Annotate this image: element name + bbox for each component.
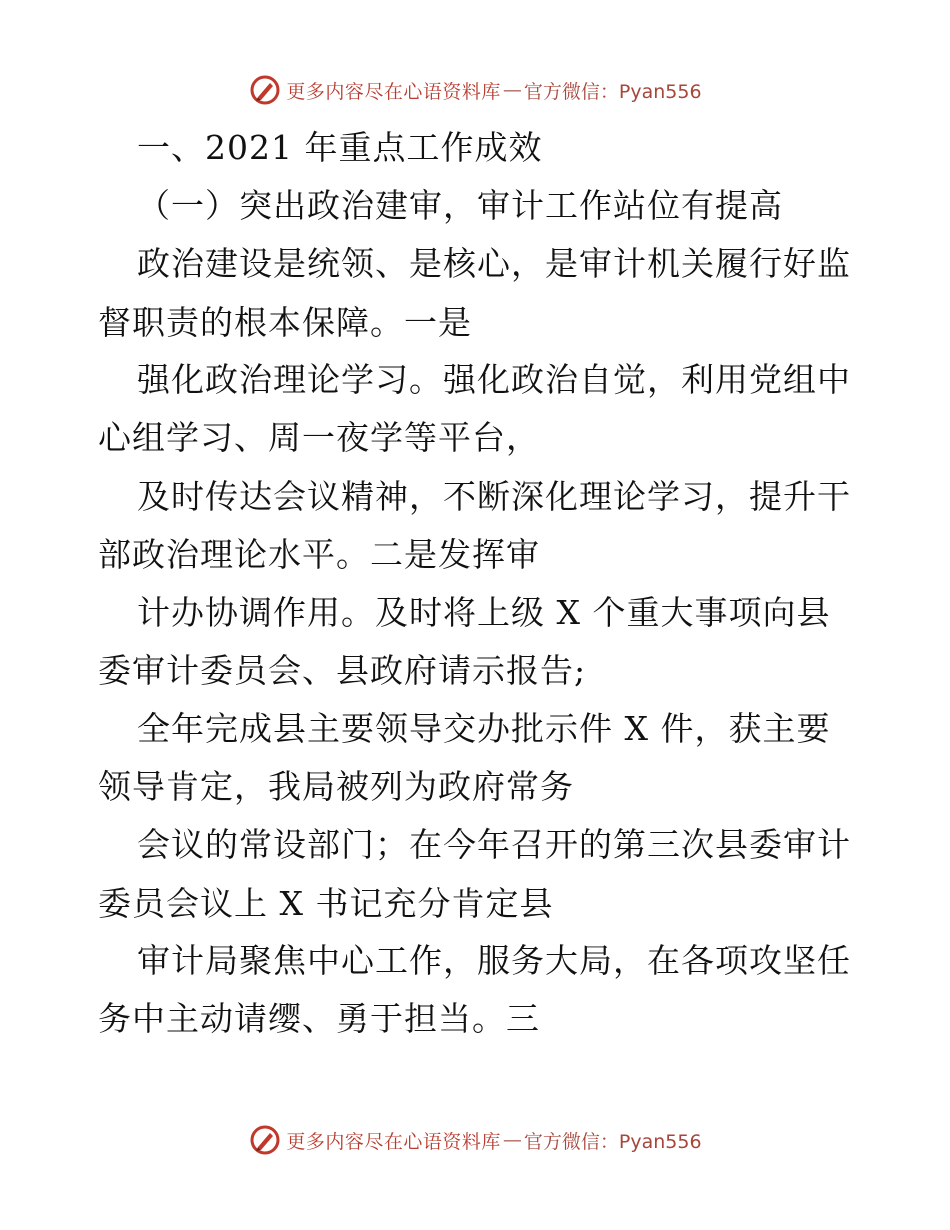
footer-watermark bbox=[0, 1120, 950, 1160]
watermark-wechat: 官方微信：Pyan556 bbox=[523, 80, 702, 103]
body-line: 强化政治理论学习。强化政治自觉，利用党组中 bbox=[137, 360, 851, 399]
body-line: 政治建设是统领、是核心，是审计机关履行好监 bbox=[137, 244, 851, 283]
body-line: 督职责的根本保障。一是 bbox=[98, 303, 472, 342]
watermark-wechat: 官方微信：Pyan556 bbox=[523, 1130, 702, 1153]
body-line: 审计局聚焦中心工作，服务大局，在各项攻坚任 bbox=[137, 941, 851, 980]
body-line: 务中主动请缨、勇于担当。三 bbox=[98, 999, 540, 1038]
subsection-heading: （一）突出政治建审，审计工作站位有提高 bbox=[137, 186, 783, 225]
body-line: 计办协调作用。及时将上级 X 个重大事项向县 bbox=[137, 593, 831, 632]
watermark-text: 更多内容尽在心语资料库 bbox=[286, 1130, 501, 1153]
body-line: 委审计委员会、县政府请示报告; bbox=[98, 651, 587, 690]
watermark-separator: — bbox=[502, 1129, 522, 1151]
body-line: 心组学习、周一夜学等平台， bbox=[98, 418, 540, 457]
body-line: 会议的常设部门；在今年召开的第三次县委审计 bbox=[137, 825, 851, 864]
watermark-separator: — bbox=[502, 79, 522, 101]
body-line: 及时传达会议精神，不断深化理论学习，提升干 bbox=[137, 477, 851, 516]
body-line: 部政治理论水平。二是发挥审 bbox=[98, 535, 540, 574]
watermark-text: 更多内容尽在心语资料库 bbox=[286, 80, 501, 103]
pen-logo-icon bbox=[248, 1123, 282, 1157]
section-heading: 一、2021 年重点工作成效 bbox=[137, 128, 543, 167]
body-line: 领导肯定，我局被列为政府常务 bbox=[98, 767, 574, 806]
body-line: 全年完成县主要领导交办批示件 X 件，获主要 bbox=[137, 709, 831, 748]
body-line: 委员会议上 X 书记充分肯定县 bbox=[98, 884, 554, 923]
